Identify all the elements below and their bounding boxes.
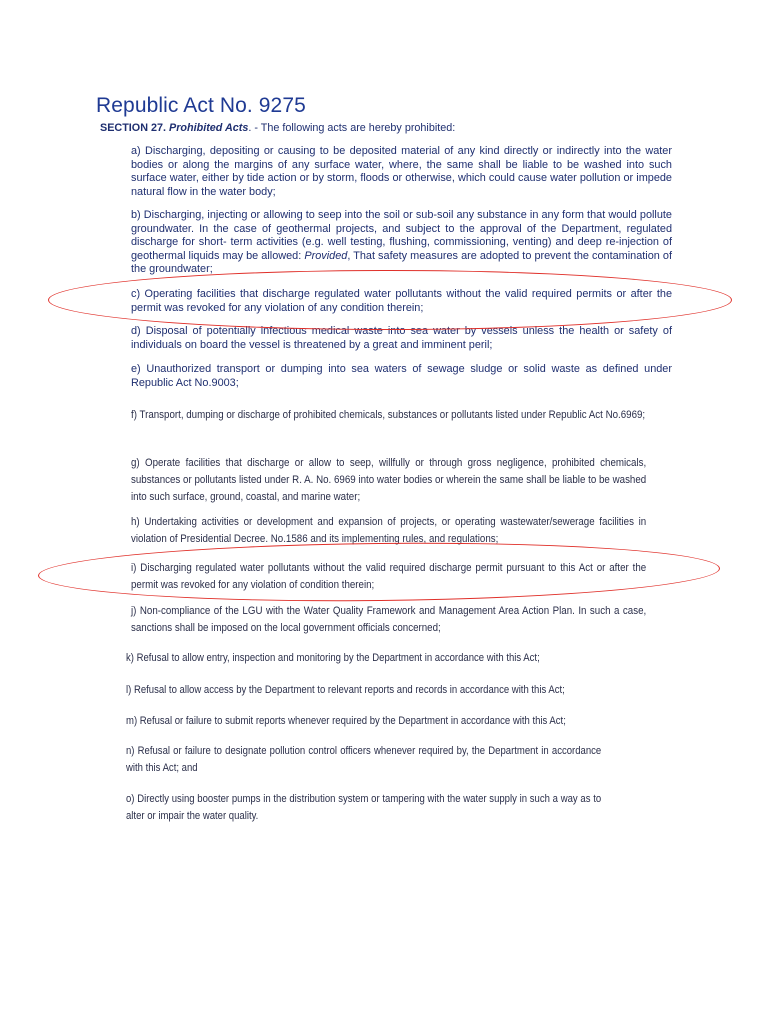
clause-l: l) Refusal to allow access by the Department to relevant reports and records in accordance with this Act; xyxy=(126,684,565,696)
section-title: Prohibited Acts xyxy=(169,122,249,134)
clause-m: m) Refusal or failure to submit reports whenever required by the Department in accordance with this Act; xyxy=(126,715,566,727)
clause-n: n) Refusal or failure to designate pollution control officers whenever required by, the Department in accordance with this Act; and xyxy=(126,745,602,775)
clause-g: g) Operate facilities that discharge or allow to seep, willfully or through gross negligence, prohibited chemicals, substances or pollutants listed under R. A. No. 6969 into water bodies or wherein the same shall be liable to be washed into such surface, ground, coastal, and marine water; xyxy=(131,457,647,504)
clause-f: f) Transport, dumping or discharge of prohibited chemicals, substances or pollutants listed under Republic Act No.6969; xyxy=(131,409,646,421)
clause-h: h) Undertaking activities or development and expansion of projects, or operating wastewater/sewerage facilities in violation of Presidential Decree. No.1586 and its implementing rules, and regulations; xyxy=(131,516,647,546)
section-intro: . - The following acts are hereby prohibited: xyxy=(248,122,456,134)
section-number: SECTION 27. xyxy=(100,122,166,134)
section-heading xyxy=(100,122,455,134)
clause-o: o) Directly using booster pumps in the distribution system or tampering with the water supply in such a way as to alter or impair the water quality. xyxy=(126,793,602,823)
clause-b-italic: Provided xyxy=(304,249,348,262)
clause-i: i) Discharging regulated water pollutants without the valid required discharge permit pursuant to this Act or after the permit was revoked for any violation of condition therein; xyxy=(131,562,647,592)
clause-j: j) Non-compliance of the LGU with the Water Quality Framework and Management Area Action Plan. In such a case, sanctions shall be imposed on the local government officials concerned; xyxy=(131,605,647,635)
clause-d: d) Disposal of potentially infectious medical waste into sea water by vessels unless the health or safety of individuals on board the vessel is threatened by a great and imminent peril; xyxy=(131,325,672,351)
clause-c: c) Operating facilities that discharge regulated water pollutants without the valid required permits or after the permit was revoked for any violation of any condition therein; xyxy=(131,288,672,314)
clause-b-text: b) Discharging, injecting or allowing to seep into the soil or sub-soil any substance in any form that would pollute groundwater. In the case of geothermal projects, and subject to the approval of the Department, regulated discharge for short- term activities (e.g. well testing, flushing, commissioning, venting) and deep re-injection of geothermal liquids may be allowed: xyxy=(131,209,672,262)
document-title: Republic Act No. 9275 xyxy=(96,94,306,117)
clause-b-text-end: , That safety measures are adopted to prevent the contamination of the groundwater; xyxy=(131,249,672,276)
clause-k: k) Refusal to allow entry, inspection and monitoring by the Department in accordance with this Act; xyxy=(126,652,540,664)
clause-b xyxy=(131,209,672,277)
clause-a: a) Discharging, depositing or causing to be deposited material of any kind directly or indirectly into the water bodies or along the margins of any surface water, where, the same shall be liable to be washed into such surface water, either by tide action or by storm, floods or otherwise, which could cause water pollution or impede natural flow in the water body; xyxy=(131,145,672,198)
clause-e: e) Unauthorized transport or dumping into sea waters of sewage sludge or solid waste as defined under Republic Act No.9003; xyxy=(131,363,672,389)
